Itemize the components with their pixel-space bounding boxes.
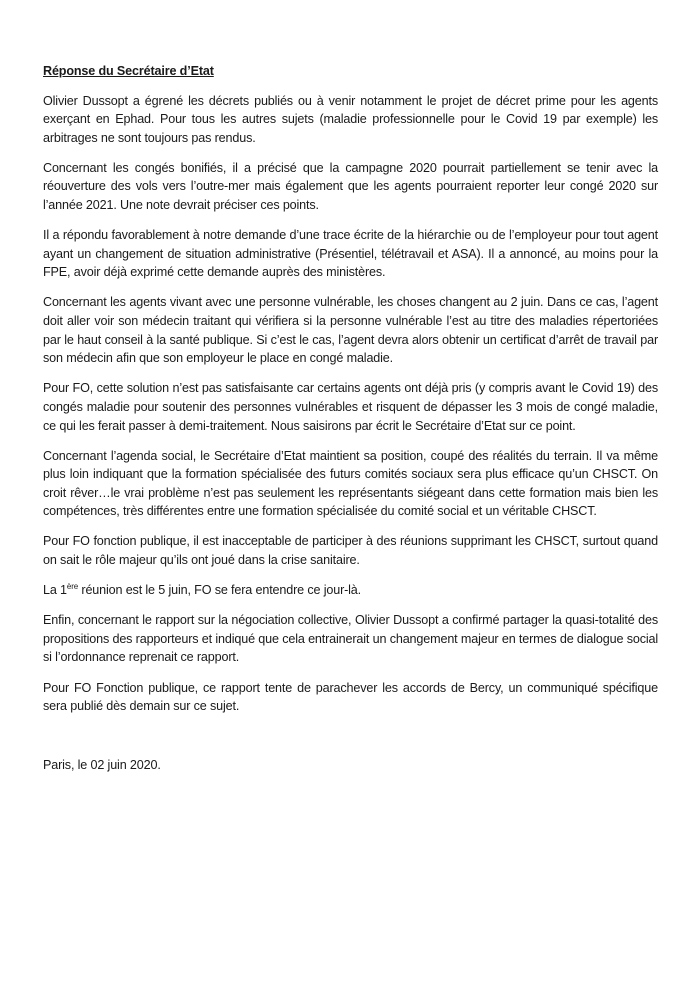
paragraph-premiere-reunion xyxy=(43,581,658,600)
signature-date: Paris, le 02 juin 2020. xyxy=(43,757,161,772)
paragraph-chsct: Pour FO fonction publique, il est inacceptable de participer à des réunions supprimant les CHSCT, surtout quand on sait le rôle majeur qu’ils ont joué dans la crise sanitaire. xyxy=(43,534,658,568)
paragraph-negociation-collective: Enfin, concernant le rapport sur la négociation collective, Olivier Dussopt a confirmé partager la quasi-totalité des propositions des rapporteurs et indiqué que cela entrainerait un changement majeur en termes de dialogue social si l’ordonnance reprenait ce rapport. xyxy=(43,613,658,665)
section-title: Réponse du Secrétaire d’Etat xyxy=(43,64,214,78)
paragraph-personne-vulnerable: Concernant les agents vivant avec une personne vulnérable, les choses changent au 2 juin. Dans ce cas, l’agent doit aller voir son médecin traitant qui vérifiera si la personne vulnérable l’est au titre des maladies répertoriées par le haut conseil à la santé publique. Si c’est le cas, l’agent devra alors obtenir un certificat d’arrêt de travail par son médecin afin que son employeur le place en congé maladie. xyxy=(43,295,658,366)
document-page xyxy=(43,62,658,786)
meeting-prefix: La 1 xyxy=(43,583,67,598)
paragraph-trace-ecrite: Il a répondu favorablement à notre demande d’une trace écrite de la hiérarchie ou de l’employeur pour tout agent ayant un changement de situation administrative (Présentiel, télétravail et ASA). Il a annoncé, au moins pour la FPE, avoir déjà exprimé cette demande auprès des ministères. xyxy=(43,228,658,280)
paragraph-position-fo: Pour FO, cette solution n’est pas satisfaisante car certains agents ont déjà pris (y compris avant le Covid 19) des congés maladie pour soutenir des personnes vulnérables et risquent de dépasser les 3 mois de congé maladie, ce qui les ferait passer à demi-traitement. Nous saisirons par écrit le Secrétaire d’Etat sur ce point. xyxy=(43,381,658,433)
meeting-ordinal: ère xyxy=(66,581,79,591)
meeting-suffix: réunion est le 5 juin, FO se fera entendre ce jour-là. xyxy=(78,583,362,598)
paragraph-agenda-social: Concernant l’agenda social, le Secrétaire d’Etat maintient sa position, coupé des réalités du terrain. Il va même plus loin indiquant que la formation spécialisée des futurs comités sociaux sera plus efficace qu’un CHSCT. On croit rêver…le vrai problème n’est pas seulement les représentants siégeant dans cette formation mais bien les compétences, très différentes entre une formation spécialisée du comité social et un véritable CHSCT. xyxy=(43,448,658,519)
paragraph-conges-bonifies: Concernant les congés bonifiés, il a précisé que la campagne 2020 pourrait partiellement se tenir avec la réouverture des vols vers l’outre-mer mais également que les agents pourraient reporter leur congé 2020 sur l’année 2021. Une note devrait préciser ces points. xyxy=(43,160,658,213)
paragraph-decrets: Olivier Dussopt a égrené les décrets publiés ou à venir notamment le projet de décret prime pour les agents exerçant en Ephad. Pour tous les autres sujets (maladie professionnelle pour le Covid 19 par exemple) les arbitrages ne sont toujours pas rendus. xyxy=(43,93,658,145)
paragraph-accords-bercy: Pour FO Fonction publique, ce rapport tente de parachever les accords de Bercy, un communiqué spécifique sera publié dès demain sur ce sujet. xyxy=(43,680,658,714)
